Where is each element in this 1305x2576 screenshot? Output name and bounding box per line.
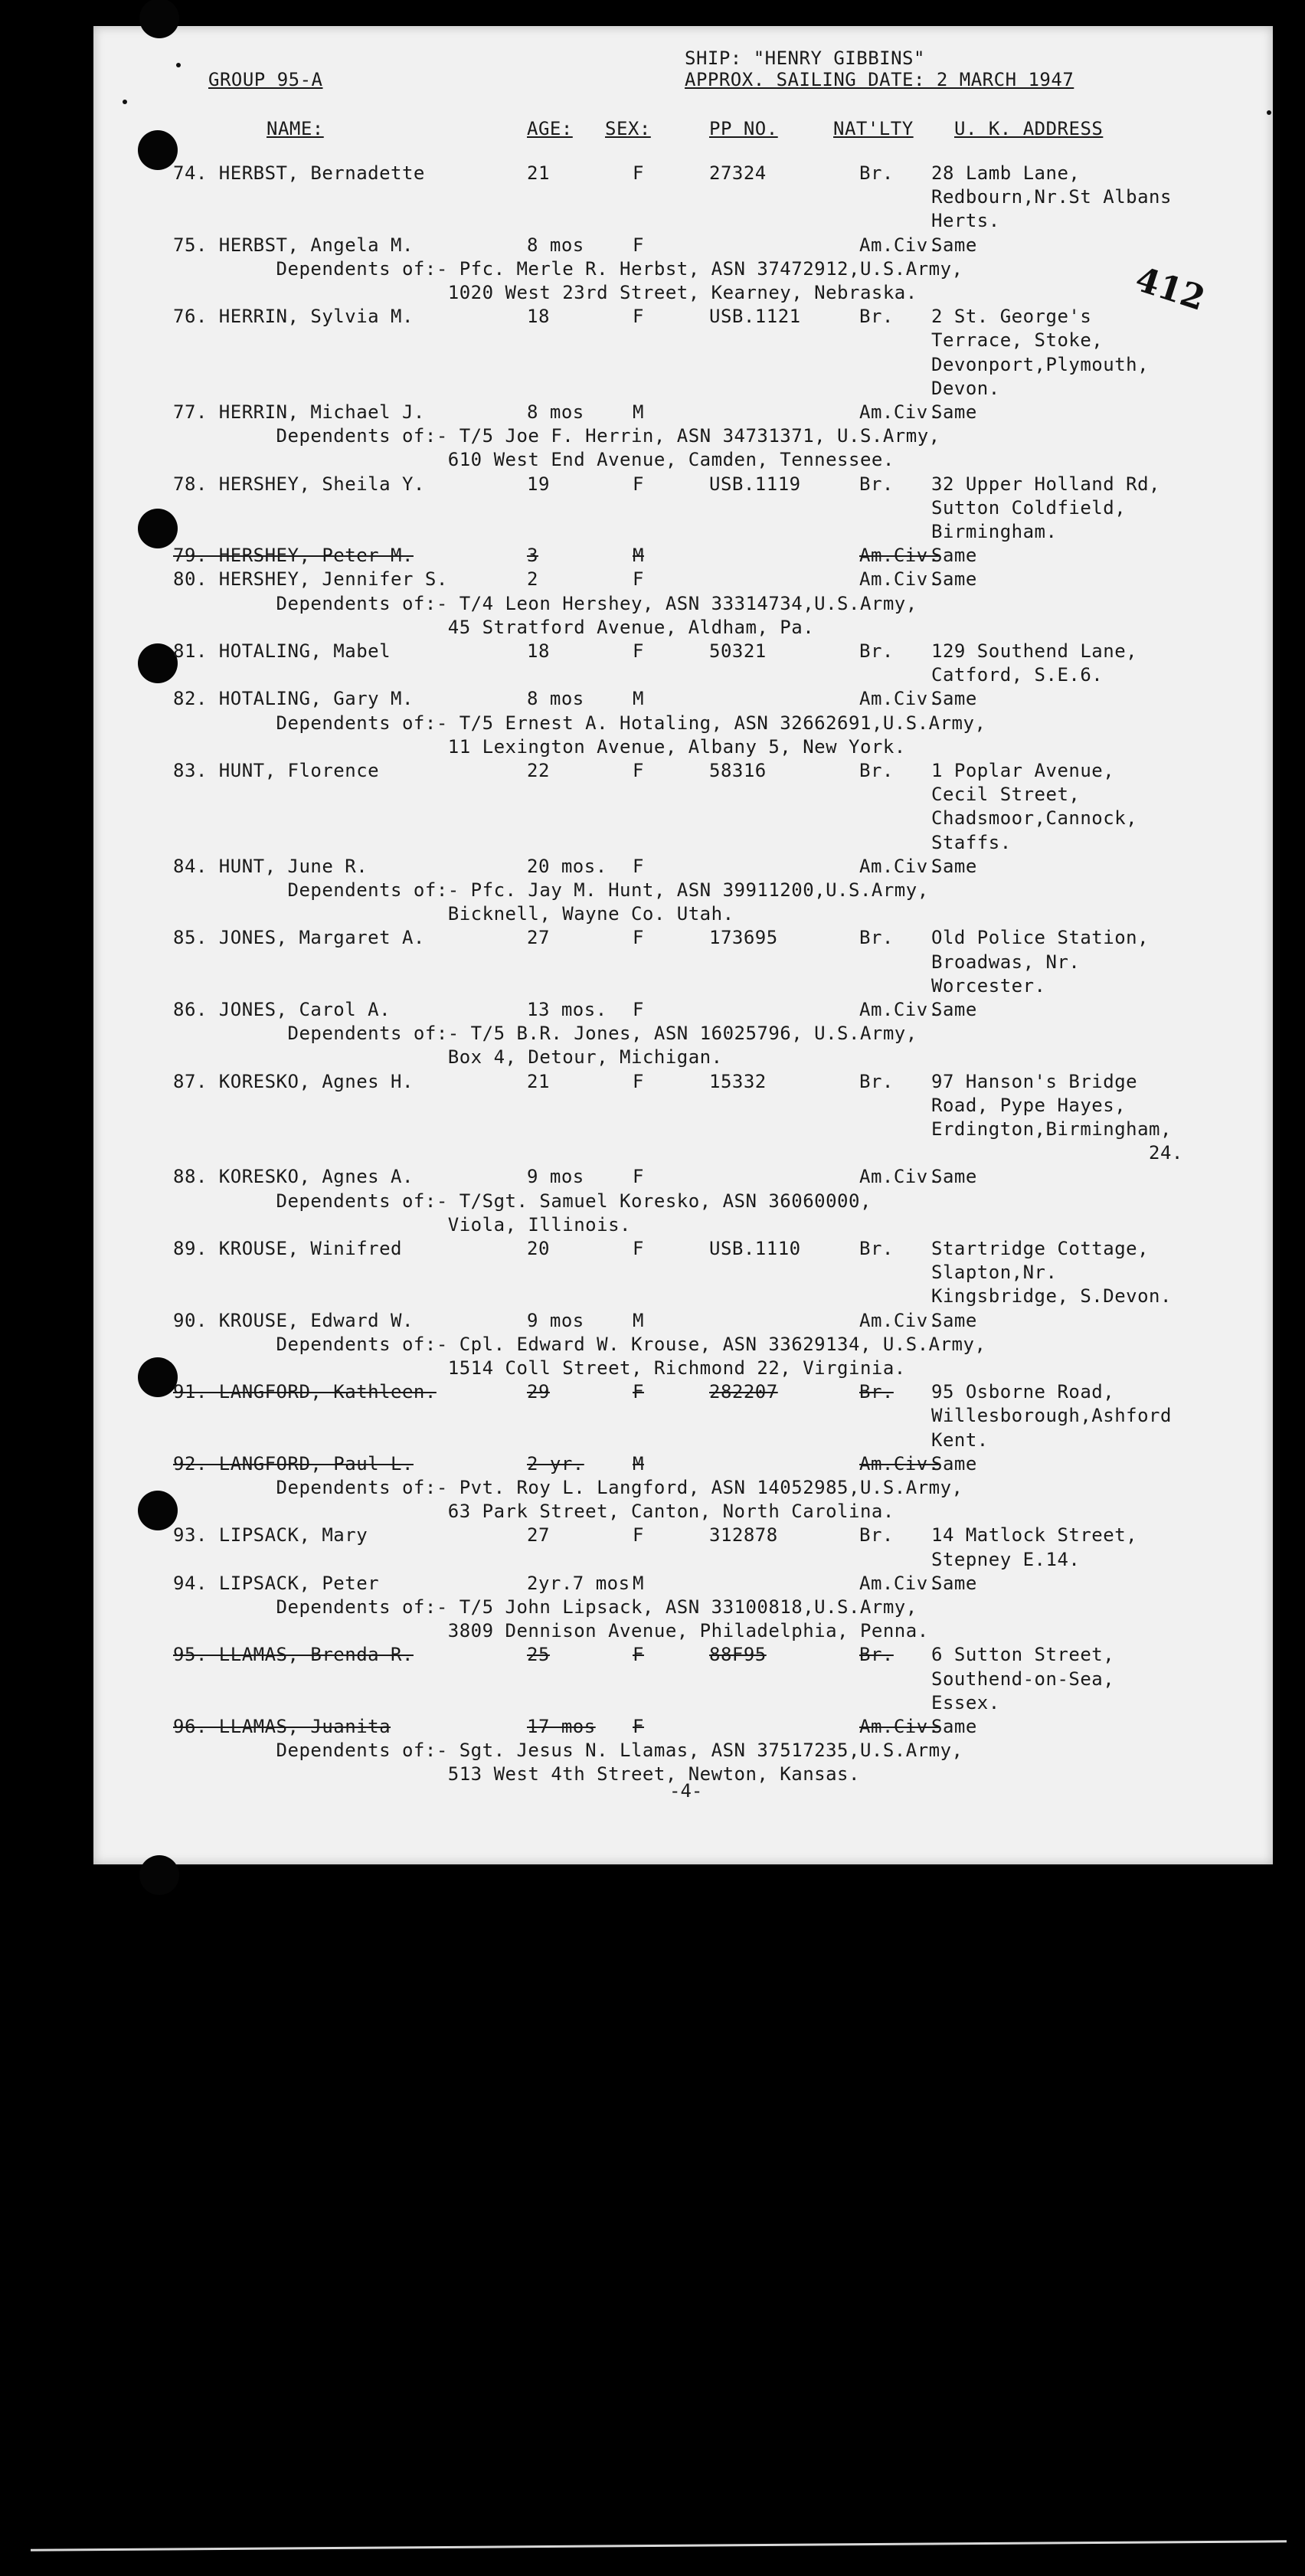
line-pp: USB.1121 [709, 306, 801, 327]
line-nat: Am.Civ. [859, 1453, 940, 1475]
line-pp: 58316 [709, 760, 767, 781]
punch-hole [138, 1357, 178, 1397]
line-name: 94. LIPSACK, Peter [173, 1573, 380, 1594]
line-sex: F [633, 927, 644, 948]
line-name: 84. HUNT, June R. [173, 856, 368, 877]
line-addr: Herts. [931, 210, 1000, 231]
line-nat: Am.Civ. [859, 1166, 940, 1187]
line-addr: 24. [931, 1142, 1183, 1164]
line-sex: F [633, 1644, 644, 1665]
line-addr: Same [931, 401, 977, 423]
line-name: Dependents of:- Pvt. Roy L. Langford, ASN 14052985,U.S.Army, [173, 1477, 963, 1498]
line-addr: 28 Lamb Lane, [931, 162, 1081, 184]
scan-artifact-line [31, 2540, 1287, 2551]
line-pp: 50321 [709, 640, 767, 662]
line-sex: M [633, 1310, 644, 1331]
line-addr: Southend-on-Sea, [931, 1668, 1115, 1690]
line-name: Dependents of:- T/Sgt. Samuel Koresko, ASN 36060000, [173, 1190, 872, 1212]
line-addr: Same [931, 568, 977, 590]
line-age: 22 [527, 760, 550, 781]
punch-hole [138, 643, 178, 683]
line-nat: Am.Civ. [859, 856, 940, 877]
punch-hole [138, 130, 178, 170]
line-nat: Am.Civ. [859, 1716, 940, 1737]
line-addr: Worcester. [931, 975, 1046, 997]
line-nat: Am.Civ. [859, 234, 940, 256]
line-name: 77. HERRIN, Michael J. [173, 401, 425, 423]
punch-hole [139, 1855, 179, 1895]
line-nat: Br. [859, 1238, 894, 1259]
line-name: 86. JONES, Carol A. [173, 999, 391, 1020]
line-name: 63 Park Street, Canton, North Carolina. [173, 1501, 895, 1522]
sailing-date: APPROX. SAILING DATE: 2 MARCH 1947 [685, 69, 1074, 90]
line-sex: F [633, 568, 644, 590]
punch-hole [139, 0, 179, 38]
line-nat: Br. [859, 927, 894, 948]
line-addr: Essex. [931, 1692, 1000, 1714]
line-age: 9 mos [527, 1310, 584, 1331]
line-sex: F [633, 999, 644, 1020]
line-age: 8 mos [527, 234, 584, 256]
line-nat: Br. [859, 1381, 894, 1403]
line-addr: 1 Poplar Avenue, [931, 760, 1115, 781]
line-sex: M [633, 1453, 644, 1475]
line-nat: Am.Civ. [859, 568, 940, 590]
line-name: 78. HERSHEY, Sheila Y. [173, 473, 425, 495]
line-name: 11 Lexington Avenue, Albany 5, New York. [173, 736, 906, 758]
col-name: NAME: [267, 118, 324, 139]
line-nat: Am.Civ. [859, 545, 940, 566]
line-name: 92. LANGFORD, Paul L. [173, 1453, 414, 1475]
line-nat: Br. [859, 1524, 894, 1546]
line-nat: Am.Civ. [859, 401, 940, 423]
group-label: GROUP 95-A [208, 69, 323, 90]
line-addr: Cecil Street, [931, 784, 1081, 805]
line-name: 81. HOTALING, Mabel [173, 640, 391, 662]
line-addr: Devonport,Plymouth, [931, 354, 1150, 375]
line-name: 1020 West 23rd Street, Kearney, Nebraska. [173, 282, 917, 303]
line-name: 88. KORESKO, Agnes A. [173, 1166, 414, 1187]
line-addr: Stepney E.14. [931, 1549, 1081, 1570]
line-age: 19 [527, 473, 550, 495]
line-sex: F [633, 162, 644, 184]
line-addr: 6 Sutton Street, [931, 1644, 1115, 1665]
line-sex: F [633, 1524, 644, 1546]
line-addr: Same [931, 1716, 977, 1737]
line-addr: Road, Pype Hayes, [931, 1095, 1127, 1116]
line-nat: Am.Civ. [859, 1573, 940, 1594]
line-name: Dependents of:- T/5 B.R. Jones, ASN 16025796, U.S.Army, [173, 1023, 917, 1044]
line-addr: Devon. [931, 378, 1000, 399]
line-nat: Br. [859, 1071, 894, 1092]
line-addr: Staffs. [931, 832, 1012, 853]
line-addr: Catford, S.E.6. [931, 664, 1104, 686]
line-addr: Sutton Coldfield, [931, 497, 1127, 519]
line-name: 45 Stratford Avenue, Aldham, Pa. [173, 617, 815, 638]
line-sex: F [633, 1071, 644, 1092]
line-age: 9 mos [527, 1166, 584, 1187]
line-name: Dependents of:- Sgt. Jesus N. Llamas, ASN 37517235,U.S.Army, [173, 1740, 963, 1761]
line-addr: Same [931, 856, 977, 877]
line-addr: 32 Upper Holland Rd, [931, 473, 1160, 495]
page-number: -4- [669, 1780, 703, 1802]
line-pp: 312878 [709, 1524, 778, 1546]
line-pp: 173695 [709, 927, 778, 948]
line-addr: Kent. [931, 1429, 989, 1451]
line-addr: Old Police Station, [931, 927, 1150, 948]
line-name: 76. HERRIN, Sylvia M. [173, 306, 414, 327]
line-addr: Startridge Cottage, [931, 1238, 1150, 1259]
document-page [93, 26, 1273, 1864]
line-sex: F [633, 1166, 644, 1187]
line-nat: Br. [859, 1644, 894, 1665]
line-name: 95. LLAMAS, Brenda R. [173, 1644, 414, 1665]
line-pp: USB.1119 [709, 473, 801, 495]
line-sex: F [633, 1238, 644, 1259]
line-addr: Same [931, 1573, 977, 1594]
line-name: Box 4, Detour, Michigan. [173, 1046, 723, 1068]
line-name: 1514 Coll Street, Richmond 22, Virginia. [173, 1357, 906, 1379]
line-age: 18 [527, 306, 550, 327]
line-addr: 14 Matlock Street, [931, 1524, 1138, 1546]
line-age: 2yr.7 mos [527, 1573, 630, 1594]
line-addr: 2 St. George's [931, 306, 1092, 327]
line-name: 91. LANGFORD, Kathleen. [173, 1381, 437, 1403]
line-sex: F [633, 640, 644, 662]
line-name: 610 West End Avenue, Camden, Tennessee. [173, 449, 895, 470]
line-sex: F [633, 760, 644, 781]
line-sex: F [633, 1381, 644, 1403]
line-nat: Br. [859, 640, 894, 662]
line-name: Dependents of:- T/5 John Lipsack, ASN 33100818,U.S.Army, [173, 1596, 917, 1618]
line-sex: M [633, 1573, 644, 1594]
col-uk-address: U. K. ADDRESS [954, 118, 1104, 139]
line-addr: Same [931, 545, 977, 566]
line-pp: 282207 [709, 1381, 778, 1403]
line-name: 80. HERSHEY, Jennifer S. [173, 568, 448, 590]
line-age: 21 [527, 1071, 550, 1092]
line-name: 75. HERBST, Angela M. [173, 234, 414, 256]
line-name: 89. KROUSE, Winifred [173, 1238, 402, 1259]
line-age: 29 [527, 1381, 550, 1403]
line-age: 3 [527, 545, 538, 566]
line-sex: M [633, 401, 644, 423]
line-name: Dependents of:- Pfc. Jay M. Hunt, ASN 39911200,U.S.Army, [173, 879, 929, 901]
line-sex: F [633, 1716, 644, 1737]
line-addr: Slapton,Nr. [931, 1262, 1058, 1283]
line-nat: Br. [859, 473, 894, 495]
line-age: 13 mos. [527, 999, 607, 1020]
line-addr: 129 Southend Lane, [931, 640, 1138, 662]
line-age: 17 mos [527, 1716, 596, 1737]
line-name: Dependents of:- T/5 Ernest A. Hotaling, ASN 32662691,U.S.Army, [173, 712, 986, 734]
line-addr: Kingsbridge, S.Devon. [931, 1285, 1172, 1307]
line-name: 74. HERBST, Bernadette [173, 162, 425, 184]
line-name: 87. KORESKO, Agnes H. [173, 1071, 414, 1092]
line-age: 21 [527, 162, 550, 184]
punch-hole [138, 1491, 178, 1530]
line-addr: Birmingham. [931, 521, 1058, 542]
line-addr: Same [931, 999, 977, 1020]
line-name: 513 West 4th Street, Newton, Kansas. [173, 1763, 860, 1785]
line-pp: USB.1110 [709, 1238, 801, 1259]
line-nat: Am.Civ. [859, 1310, 940, 1331]
line-addr: Same [931, 234, 977, 256]
line-pp: 88F95 [709, 1644, 767, 1665]
line-addr: Redbourn,Nr.St Albans [931, 186, 1172, 208]
punch-hole [138, 509, 178, 548]
line-sex: M [633, 545, 644, 566]
line-name: Dependents of:- Pfc. Merle R. Herbst, ASN 37472912,U.S.Army, [173, 258, 963, 280]
line-age: 2 yr. [527, 1453, 584, 1475]
line-age: 27 [527, 927, 550, 948]
line-addr: Same [931, 688, 977, 709]
line-age: 20 mos. [527, 856, 607, 877]
col-nationality: NAT'LTY [833, 118, 914, 139]
line-age: 8 mos [527, 401, 584, 423]
line-name: Viola, Illinois. [173, 1214, 631, 1236]
page-stamp-number: 412 [1130, 260, 1210, 319]
line-name: 85. JONES, Margaret A. [173, 927, 425, 948]
line-addr: Erdington,Birmingham, [931, 1118, 1172, 1140]
line-age: 27 [527, 1524, 550, 1546]
line-age: 25 [527, 1644, 550, 1665]
line-addr: Same [931, 1166, 977, 1187]
line-name: 83. HUNT, Florence [173, 760, 380, 781]
line-addr: Terrace, Stoke, [931, 329, 1104, 351]
line-sex: F [633, 856, 644, 877]
line-age: 2 [527, 568, 538, 590]
line-pp: 27324 [709, 162, 767, 184]
line-age: 20 [527, 1238, 550, 1259]
ship-name: SHIP: "HENRY GIBBINS" [685, 47, 925, 69]
line-name: 96. LLAMAS, Juanita [173, 1716, 391, 1737]
col-sex: SEX: [605, 118, 651, 139]
line-name: 79. HERSHEY, Peter M. [173, 545, 414, 566]
line-addr: Broadwas, Nr. [931, 951, 1081, 973]
line-nat: Br. [859, 760, 894, 781]
line-name: Dependents of:- T/5 Joe F. Herrin, ASN 34731371, U.S.Army, [173, 425, 940, 447]
line-nat: Br. [859, 306, 894, 327]
line-name: 90. KROUSE, Edward W. [173, 1310, 414, 1331]
line-nat: Am.Civ. [859, 688, 940, 709]
line-addr: Same [931, 1453, 977, 1475]
line-name: Bicknell, Wayne Co. Utah. [173, 903, 734, 925]
line-sex: F [633, 473, 644, 495]
line-sex: M [633, 688, 644, 709]
line-sex: F [633, 234, 644, 256]
col-pp-no: PP NO. [709, 118, 778, 139]
line-age: 18 [527, 640, 550, 662]
line-name: Dependents of:- T/4 Leon Hershey, ASN 33314734,U.S.Army, [173, 593, 917, 614]
line-name: 82. HOTALING, Gary M. [173, 688, 414, 709]
line-addr: 95 Osborne Road, [931, 1381, 1115, 1403]
line-addr: Chadsmoor,Cannock, [931, 807, 1138, 829]
line-name: 93. LIPSACK, Mary [173, 1524, 368, 1546]
line-pp: 15332 [709, 1071, 767, 1092]
line-nat: Am.Civ. [859, 999, 940, 1020]
line-nat: Br. [859, 162, 894, 184]
line-name: Dependents of:- Cpl. Edward W. Krouse, ASN 33629134, U.S.Army, [173, 1334, 986, 1355]
col-age: AGE: [527, 118, 573, 139]
line-addr: 97 Hanson's Bridge [931, 1071, 1138, 1092]
line-addr: Willesborough,Ashford [931, 1405, 1172, 1426]
line-age: 8 mos [527, 688, 584, 709]
line-sex: F [633, 306, 644, 327]
line-name: 3809 Dennison Avenue, Philadelphia, Penna. [173, 1620, 929, 1642]
line-addr: Same [931, 1310, 977, 1331]
